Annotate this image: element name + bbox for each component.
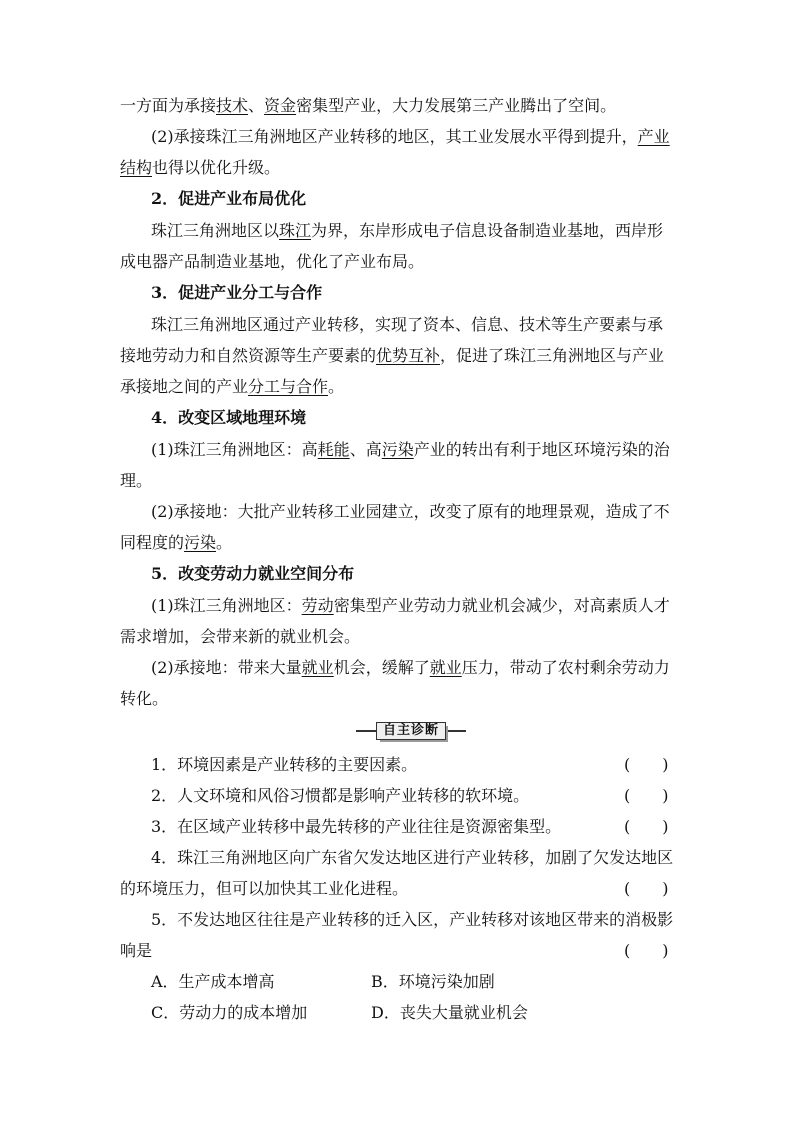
underlined-term: 资金 (264, 96, 297, 115)
answer-blank: ( ) (624, 817, 669, 836)
paragraph-line: 理。 (120, 471, 153, 490)
paragraph-line: (2)承接地：大批产业转移工业园建立，改变了原有的地理景观，造成了不 (151, 502, 670, 521)
section-heading: 2．促进产业布局优化 (151, 189, 307, 208)
question-4-line-1: 4．珠江三角洲地区向广东省欠发达地区进行产业转移，加剧了欠发达地区 (151, 848, 674, 867)
text: (2)承接珠江三角洲地区产业转移的地区，其工业发展水平得到提升， (151, 127, 638, 146)
underlined-term: 珠江 (279, 221, 312, 240)
banner-title: 自主诊断 (376, 722, 446, 740)
text: 一方面为承接 (120, 96, 217, 115)
paragraph-line (151, 596, 670, 616)
banner-right-rule (448, 730, 466, 732)
underlined-term: 污染 (381, 440, 414, 459)
paragraph-line (120, 96, 616, 116)
text: 也得以优化升级。 (152, 158, 281, 177)
section-heading: 5．改变劳动力就业空间分布 (151, 564, 355, 583)
underlined-term: 劳动 (301, 596, 334, 615)
paragraph-line (120, 346, 664, 366)
text: 珠江三角洲地区以 (151, 221, 280, 240)
underlined-term: 结构 (120, 158, 153, 177)
answer-blank: ( ) (624, 941, 669, 960)
text: 压力，带动了农村剩余劳动力 (461, 658, 670, 677)
underlined-term: 污染 (184, 533, 217, 552)
paragraph-line (151, 221, 663, 241)
text: 为界，东岸形成电子信息设备制造业基地，西岸形 (311, 221, 664, 240)
paragraph-line: 珠江三角洲地区通过产业转移，实现了资本、信息、技术等生产要素与承 (151, 315, 664, 334)
question-5-line-2: 响是 (120, 941, 153, 960)
underlined-term: 技术 (216, 96, 249, 115)
text: 、高 (349, 440, 382, 459)
answer-blank: ( ) (624, 879, 669, 898)
text: (2)承接地：带来大量 (151, 658, 302, 677)
question-4-line-2: 的环境压力，但可以加快其工业化进程。 (120, 879, 409, 898)
text: 、 (248, 96, 265, 115)
text: (1)珠江三角洲地区：高 (151, 440, 318, 459)
text: 。 (328, 377, 345, 396)
underlined-term: 就业 (301, 658, 334, 677)
text: 密集型产业劳动力就业机会减少，对高素质人才 (333, 596, 670, 615)
paragraph-line: 需求增加，会带来新的就业机会。 (120, 627, 361, 646)
option-b: B．环境污染加剧 (371, 972, 495, 991)
paragraph-line (151, 658, 670, 678)
underlined-term: 产业 (637, 127, 670, 146)
underlined-term: 耗能 (317, 440, 350, 459)
text: 机会，缓解了 (333, 658, 430, 677)
self-diagnosis-banner (356, 722, 466, 740)
text: 承接地之间的产业 (120, 377, 249, 396)
answer-blank: ( ) (624, 786, 669, 805)
paragraph-line (120, 533, 232, 553)
text: 同程度的 (120, 533, 185, 552)
paragraph-line: 成电器产品制造业基地，优化了产业布局。 (120, 252, 425, 271)
text: (1)珠江三角洲地区： (151, 596, 302, 615)
paragraph-line (120, 377, 344, 397)
question-2: 2．人文环境和风俗习惯都是影响产业转移的软环境。 (151, 786, 530, 805)
paragraph-line (151, 440, 670, 460)
section-heading: 4．改变区域地理环境 (151, 408, 307, 427)
question-5-line-1: 5．不发达地区往往是产业转移的迁入区，产业转移对该地区带来的消极影 (151, 910, 674, 929)
text: 。 (216, 533, 233, 552)
underlined-term: 就业 (429, 658, 462, 677)
text: 密集型产业，大力发展第三产业腾出了空间。 (296, 96, 617, 115)
paragraph-line (151, 127, 670, 147)
paragraph-line: 转化。 (120, 689, 169, 708)
section-heading: 3．促进产业分工与合作 (151, 283, 323, 302)
option-a: A．生产成本增高 (151, 972, 275, 991)
question-1: 1．环境因素是产业转移的主要因素。 (151, 755, 418, 774)
banner-left-rule (356, 730, 376, 732)
answer-blank: ( ) (624, 755, 669, 774)
option-d: D．丧失大量就业机会 (371, 1003, 528, 1022)
underlined-term: 分工与合作 (248, 377, 329, 396)
underlined-term: 优势互补 (376, 346, 441, 365)
text: ，促进了珠江三角洲地区与产业 (440, 346, 665, 365)
question-3: 3．在区域产业转移中最先转移的产业往往是资源密集型。 (151, 817, 562, 836)
paragraph-line (120, 158, 280, 178)
text: 产业的转出有利于地区环境污染的治 (413, 440, 670, 459)
text: 接地劳动力和自然资源等生产要素的 (120, 346, 377, 365)
option-c: C．劳动力的成本增加 (151, 1003, 308, 1022)
